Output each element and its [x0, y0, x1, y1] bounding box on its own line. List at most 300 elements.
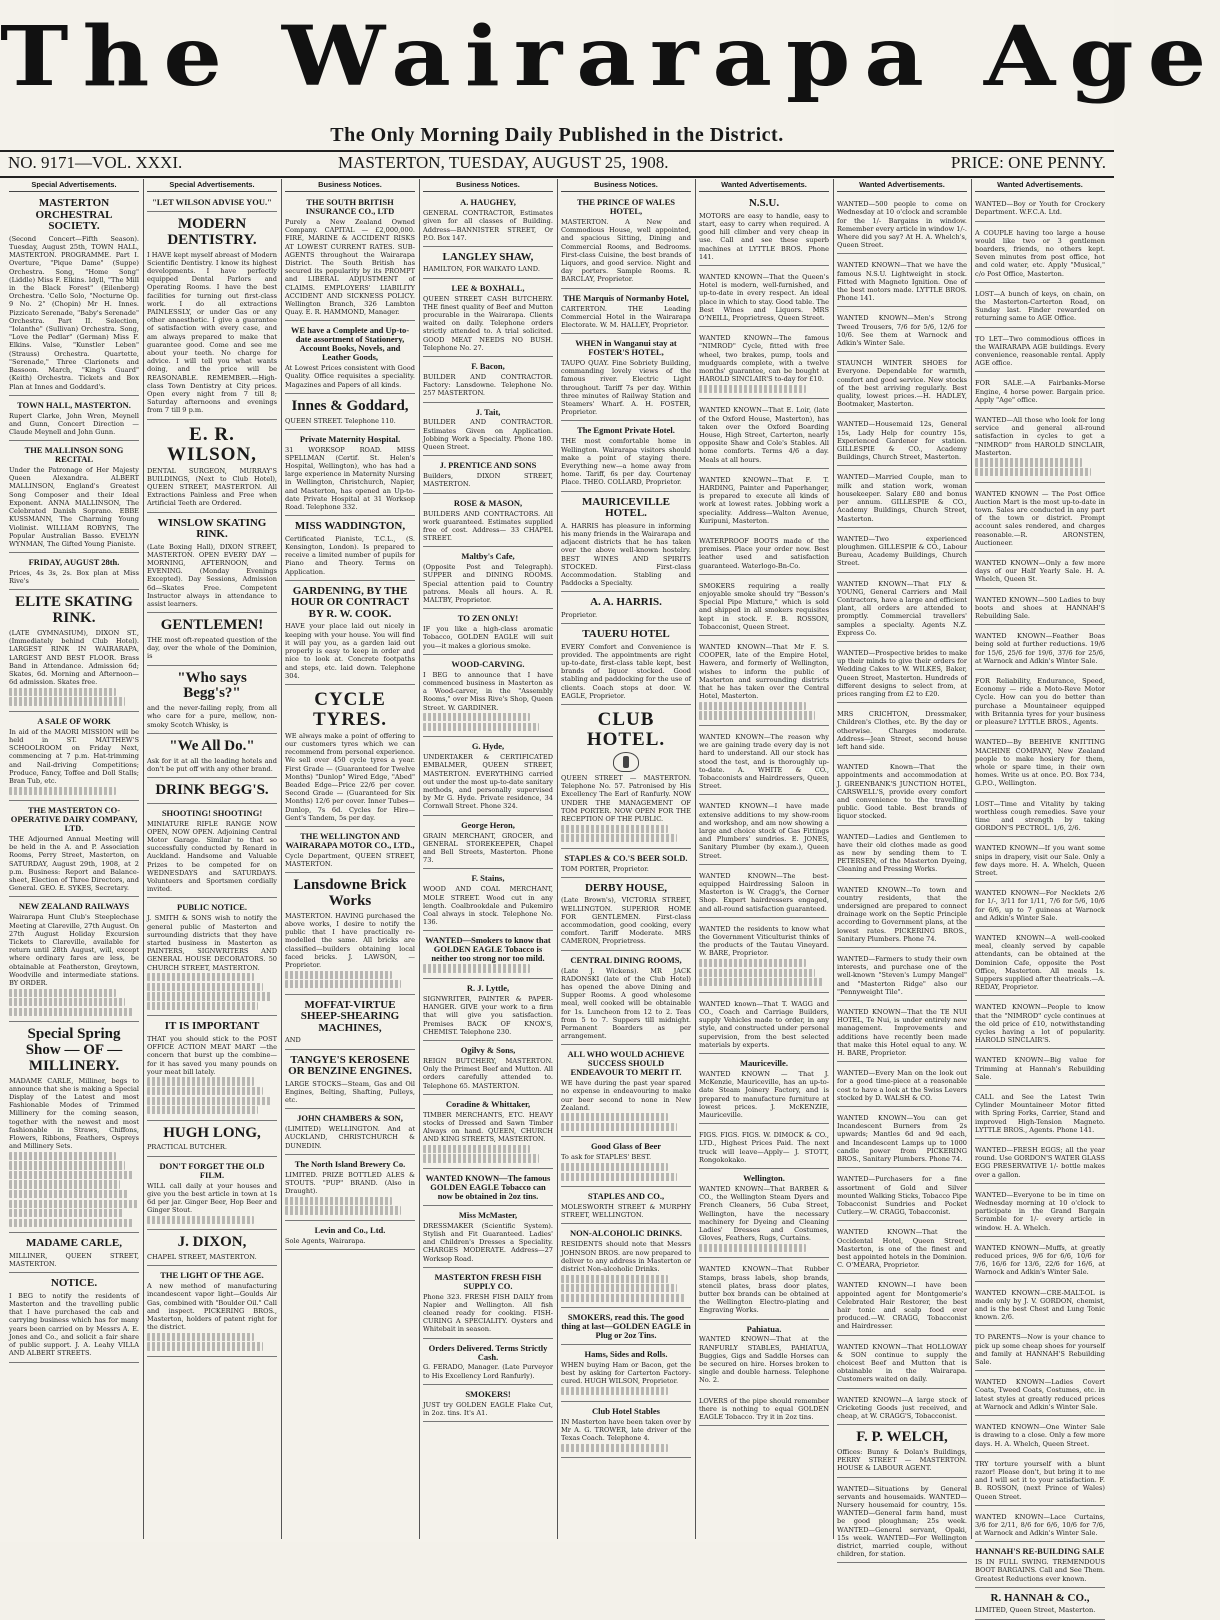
advertisement [975, 1051, 1105, 1086]
ad-body: 31 WORKSOP ROAD. MISS SPELLMAN (Certif. St. Helen's Hospital, Wellington), who has had a large experience in Maternity Nursing in Wellington, Christchurch, Napier, and Masterton, has opened an Up-to-date Private Hospital at 31 Worksop Road. Telephone 332. [285, 445, 415, 512]
ad-body: LARGE STOCKS—Steam, Gas and Oil Engines, Belting, Shafting, Pulleys, etc. [285, 1079, 415, 1105]
ad-body: Phone 323. FRESH FISH DAILY from Napier and Wellington. All fish cleaned ready for cooking. FISH-CURING A SPECIALITY. Oysters and Whitebait in season. [423, 1292, 553, 1334]
advertisement [975, 839, 1105, 882]
ad-body: STAUNCH WINTER SHOES for Everyone. Dependable for warmth, comfort and good service. New stocks of the best arriving regularly. Best quality, lowest prices.—H. HADLEY, Bootmaker, Masterton. [837, 359, 967, 409]
ad-body: and the never-failing reply, from all who care for a pure, mellow, non-smoky Scotch Whisky, is [147, 704, 277, 729]
advertisement [9, 555, 139, 590]
ad-title: WHEN in Wanganui stay at FOSTER'S HOTEL, [575, 338, 677, 358]
ad-title: J. DIXON, [177, 1234, 247, 1251]
advertisement [285, 323, 415, 393]
advertisement [837, 1170, 967, 1221]
ad-body: REIGN BUTCHERY, MASTERTON. Only the Primest Beef and Mutton. All orders carefully attended to. Telephone 65. MASTERTON. [423, 1056, 553, 1090]
advertisement [147, 668, 277, 734]
ad-title: N.S.U. [748, 197, 780, 210]
advertisement [561, 707, 691, 849]
advertisement [561, 1347, 691, 1402]
advertisement [975, 1590, 1105, 1620]
advertisement [975, 795, 1105, 838]
advertisement [837, 1223, 967, 1274]
ad-body: WANTED KNOWN—I have been appointed agent for Montgomerie's Celebrated Hair Restorer, the best hair tonic and scalp food ever produced.—W. CRAGG, Tobacconist and Hairdresser. [837, 1281, 967, 1331]
ad-title: The North Island Brewery Co. [294, 1158, 406, 1169]
ad-body: THE most comfortable home in Wellington. Wairarapa visitors should make a point of staying there. Everything new—a home away from home. Tariff, 6s per day. Courtenay Place. THEO. COLLARD, Proprietor. [561, 437, 691, 487]
advertisement [423, 933, 553, 979]
illegible-text-line [9, 1008, 134, 1016]
ad-title: F. P. WELCH, [856, 1429, 948, 1446]
advertisement [975, 733, 1105, 792]
advertisement [699, 1322, 829, 1390]
advertisement [561, 594, 691, 624]
ad-title: HUGH LONG, [163, 1124, 261, 1141]
advertisement [147, 736, 277, 778]
ad-title: NON-ALCOHOLIC DRINKS. [570, 1228, 682, 1239]
column-7 [834, 179, 970, 1559]
ad-body: J. SMITH & SONS wish to notify the general public of Masterton and surrounding districts that they have started business in Masterton as PAINTERS, SIGNWRITERS AND GENERAL HOUSE DECORATORS. 50 CHURCH STREET, MASTERTON. [147, 914, 277, 972]
column-heading: Business Notices. [423, 179, 553, 192]
column-heading: Special Advertisements. [9, 179, 139, 192]
ad-body: LOST—Time and Vitality by taking worthless cough remedies. Save your time and strength by taking GORDON'S PECTROL. 1/6, 2/6. [975, 799, 1105, 833]
advertisement [561, 1310, 691, 1345]
ad-body: A. HARRIS has pleasure in informing his many friends in the Wairarapa and adjacent districts that he has taken over the above well-known hostelry. BEST WINES AND SPIRITS STOCKED. First-class Accommodation. Stabling and Paddocks a Specialty. [561, 521, 691, 588]
ad-body: WANTED—Purchasers for a fine assortment of Gold and Silver mounted Walking Sticks, Tobacco Pipe Tobacconist Sundries and Pocket Cutlery.—W. CRAGG, Tobacconist. [837, 1175, 967, 1217]
column-rule [143, 179, 144, 1539]
dateline-rule [0, 176, 1114, 178]
ad-body: WANTED KNOWN—500 Ladies to buy boots and shoes at HANNAH'S Rebuilding Sale. [975, 595, 1105, 621]
advertisement [699, 577, 829, 636]
advertisement [9, 1235, 139, 1273]
ad-body: WANTED KNOWN—Lace Curtains, 3/6 for 2/11, 8/6 for 6/6, 10/6 for 7/6, at Warnock and Adkin's Winter Sale. [975, 1512, 1105, 1538]
advertisement [423, 249, 553, 279]
illegible-text-line [561, 834, 677, 842]
column-heading: Wanted Advertisements. [837, 179, 967, 192]
ad-body: TRY torture yourself with a blunt razor! Please don't, but bring it to me and I will set it to your satisfaction. F. B. ROSSON, (next Prince of Wales) Queen Street. [975, 1459, 1105, 1501]
illegible-text-line [423, 723, 539, 731]
ad-title: MISS WADDINGTON, [294, 520, 406, 533]
advertisement [699, 1171, 829, 1258]
ad-body: MASTERTON. HAVING purchased the above works, I desire to notify the public that I have practically re-modelled the same. All bricks are classified—builders obtaining local faced bricks. J. LAWSON, — Proprietor. [285, 911, 415, 969]
ad-title: CENTRAL DINING ROOMS, [570, 954, 682, 965]
advertisement [9, 443, 139, 553]
ad-body: WANTED Known—That the appointments and accommodation at J. GREENBANK'S JUNCTION HOTEL, CARSWELL'S, provide every comfort and convenience to the travelling public. Good table. Best brands of liquor stocked. [837, 763, 967, 821]
advertisement [147, 1268, 277, 1357]
ad-title: NOTICE. [50, 1277, 98, 1290]
advertisement [561, 1226, 691, 1308]
ad-body: WANTED—Everyone to be in time on Wednesday morning at 10 o'clock to participate in the Grand Bargain Scramble for 1/- every article in window. H. A. Whelch. [975, 1190, 1105, 1232]
advertisement [423, 359, 553, 403]
illegible-text-line [9, 688, 116, 696]
advertisement [699, 195, 829, 266]
column-4 [420, 179, 556, 1539]
advertisement [837, 950, 967, 1001]
advertisement [699, 401, 829, 468]
illegible-text-line [423, 713, 530, 721]
ad-body: EVERY Comfort and Convenience is provided. The appointments are right up-to-date, first-class table kept, best brands of liquor stocked. Good stabling and paddocking for the use of clients. Coach stops at door. W. EAGLE, Proprietor. [561, 642, 691, 700]
advertisement [699, 471, 829, 530]
ad-title: J. PRENTICE AND SONS [439, 460, 537, 471]
advertisement [699, 867, 829, 918]
top-rule [0, 150, 1114, 152]
ad-body: THE most oft-repeated question of the day, over the whole of the Dominion, is [147, 636, 277, 661]
advertisement [837, 354, 967, 413]
ad-body: WANTED KNOWN—People to know that the "NIMROD" cycle continues at the old price of £10, notwithstanding cycles having a lot of popularity. HAROLD SINCLAIR'S. [975, 1003, 1105, 1045]
ad-body: BUILDER AND CONTRACTOR. Factory: Lansdowne. Telephone No. 257 MASTERTON. [423, 372, 553, 398]
advertisement [9, 899, 139, 1022]
ad-title: R. HANNAH & CO., [990, 1591, 1090, 1604]
ad-body: MOLESWORTH STREET & MURPHY STREET, WELLINGTON. [561, 1203, 691, 1220]
illegible-text-line [9, 1171, 134, 1179]
advertisement [975, 998, 1105, 1049]
ad-body: I HAVE kept myself abreast of Modern Scientific Dentistry. I know its highest developments. I have perfectly equipped Dental Parlors and Operating Rooms. I have the best facilities for turning out first-class work. I do all extractions PAINLESSLY, or under Gas or any other anaesthetic. I give a guarantee of satisfaction with every case, and am always prepared to make that guarantee good. Come and see me about your teeth. No charge for advice. I will tell you what wants doing, and the price will be REASONABLE. REMEMBER.—High-class Town Dentistry at City prices. Open every night from 7 till 8; Saturday afternoons and evenings from 7 till 9 p.m. [147, 250, 277, 415]
ad-body: A new method of manufacturing incandescent vapor light—Goulds Air Gas, combined with "Boulder Oil." Call and inspect. PICKERING BROS., Masterton, holders of patent right for the district. [147, 1282, 277, 1332]
advertisement [9, 803, 139, 897]
ad-body: SIGNWRITER, PAINTER & PAPER-HANGER. GIVE your work to a firm that will give you satisfaction. Premises BACK OF KNOX'S, CHEMIST. Telephone 230. [423, 994, 553, 1036]
advertisement [699, 1126, 829, 1169]
advertisement [423, 657, 553, 737]
advertisement [147, 615, 277, 665]
ad-title: Coradine & Whittaker, [445, 1098, 531, 1109]
ad-body: THE Adjourned Annual Meeting will be held in the A. and P. Association Rooms, Perry Street, Masterton, on SATURDAY, August 29th, 1908, at 2 p.m. Business: Report and Balance-sheet, Election of Three Directors, and General. GEO. E. SYKES, Secretary. [9, 834, 139, 893]
ad-body: UNDERTAKER & CERTIFICATED EMBALMER, QUEEN STREET, MASTERTON. EVERYTHING carried out under the most up-to-date sanitary methods, and personally supervised by Mr G. Hyde. Private residence, 34 Cornwall Street. Phone 324. [423, 753, 553, 811]
advertisement [975, 1418, 1105, 1453]
advertisement [975, 224, 1105, 283]
ad-title: HANNAH'S RE-BUILDING SALE [975, 1546, 1105, 1557]
ad-title: TO ZEN ONLY! [457, 613, 519, 624]
ad-body: MILLINER, QUEEN STREET, MASTERTON. [9, 1251, 139, 1269]
masthead [0, 0, 1220, 125]
ad-body: WANTED—Married Couple, man to milk and station work, woman housekeeper. Salary £80 and bonus per annum. GILLESPIE & CO., Academy Buildings, Church Street, Masterton. [837, 473, 967, 523]
ad-title: MASTERTON ORCHESTRAL SOCIETY. [35, 197, 113, 233]
ad-body: WANTED—Boy or Youth for Crockery Department. W.F.C.A. Ltd. [975, 200, 1105, 217]
advertisement [975, 1544, 1105, 1588]
ad-title: Lansdowne Brick Works [293, 877, 407, 910]
ad-body: WANTED KNOWN—That at the RANFURLY STABLES, PAHIATUA, Buggies, Gigs and Saddle Horses can be secured on hire. Horses broken to single and double harness. Telephone No. 2. [699, 1335, 829, 1385]
ad-body: (LIMITED) WELLINGTON. And at AUCKLAND, CHRISTCHURCH & DUNEDIN. [285, 1125, 415, 1150]
ad-body: FOR SALE.—A Fairbanks-Morse Engine, 4 horse power. Bargain price. Apply "Age" office. [975, 379, 1105, 404]
advertisement [285, 1157, 415, 1221]
ad-body: LOVERS of the pipe should remember there is nothing to equal GOLDEN EAGLE Tobacco. Try it in 2oz tins. [699, 1396, 829, 1422]
illegible-text-line [285, 1206, 401, 1214]
advertisement [837, 1003, 967, 1062]
ad-title: Wellington. [743, 1172, 785, 1183]
ad-title: NEW ZEALAND RAILWAYS [18, 901, 130, 912]
advertisement [975, 285, 1105, 328]
advertisement [837, 1480, 967, 1564]
advertisement [837, 195, 967, 254]
ad-body: WANTED KNOWN—Men's Strong Tweed Trousers, 7/6 for 5/6, 12/6 for 10/6. See them at Warnock and Adkin's Winter Sale. [837, 314, 967, 348]
ad-body: MOTORS are easy to handle, easy to start, easy to carry when required. A good hill climber and very cheap in use. Call and see these superb machines at LYTTLE BROS. Phone 141. [699, 211, 829, 261]
ad-title: A SALE OF WORK [37, 715, 111, 726]
ad-body: I BEG to notify the residents of Masterton and the travelling public that I have purchased the cab and carrying business which has for many years been carried on by Messrs A. E. Jones and Co., and solicit a fair share of public support. J. A. Leahy VILLA AND ALBERT STREETS. [9, 1291, 139, 1358]
ad-body: WE always make a point of offering to our customers tyres which we can recommend from personal experience. We sell over 450 cycle tyres a year. First Grade — (Guaranteed for Twelve Months) "Dunlop" Wired Edge, "Abed" Beaded Edge—Price 22/6 per cover. Second Grade — (Guaranteed for Six Months) 12/6 per cover. Inner Tubes— Dunlop, 7s 6d. Cycles for Hire— Gent's Tandem, 5s per day. [285, 731, 415, 822]
advertisement [561, 336, 691, 421]
ad-title: Maltby's Cafe, [461, 551, 515, 562]
ad-title: FRIDAY, AUGUST 28th. [28, 557, 120, 568]
ad-body: WANTED KNOWN—One Winter Sale is drawing to a close. Only a few more days. H. A. Whelch, Queen Street. [975, 1423, 1105, 1448]
advertisement [975, 1186, 1105, 1237]
illegible-text-line [285, 1197, 392, 1205]
ad-title: F. Bacon, [471, 361, 505, 372]
illegible-text-line [975, 458, 1082, 466]
illegible-text-line [561, 1113, 668, 1121]
illegible-text-line [147, 1077, 254, 1085]
illegible-text-line [9, 998, 125, 1006]
column-6 [696, 179, 832, 1539]
ad-body: CARTERTON. THE Leading Commercial Hotel in the Wairarapa Electorate. W. M. HALLEY, Proprietor. [561, 304, 691, 329]
ad-body: Offices: Bunny & Dolan's Buildings, PERRY STREET — MASTERTON. HOUSE & LABOUR AGENT. [837, 1447, 967, 1473]
advertisement [147, 195, 277, 212]
ad-body: WANTED KNOWN—That the Occidental Hotel, Queen Street, Masterton, is one of the finest and best appointed hotels in the Dominion. C. O'MEARA, Proprietor. [837, 1228, 967, 1270]
ad-title: A. A. HARRIS. [590, 596, 662, 609]
dateline [8, 153, 1106, 175]
ad-body: WANTED KNOWN—For Necklets 2/6 for 1/-, 3/11 for 1/11, 7/6 for 5/6, 10/6 for 6/6, up to 7 guineas at Warnock and Adkin's Winter Sale. [975, 889, 1105, 922]
illegible-text-line [699, 702, 806, 710]
column-heading: Special Advertisements. [147, 179, 277, 192]
ad-body: WANTED known—That T. WAGG and CO., Coach and Carriage Builders, supply Vehicles made to order, in any style, and constructed under personal supervision, from the best selected materials by experts. [699, 999, 829, 1049]
advertisement [561, 851, 691, 878]
ad-body: WATERPROOF BOOTS made of the premises. Place your order now. Best leather used and satisfaction guaranteed. Waterlogo-Bn-Co. [699, 537, 829, 570]
column-rule [557, 179, 558, 1539]
column-heading: Wanted Advertisements. [975, 179, 1105, 192]
advertisement [699, 1260, 829, 1319]
ad-body: MINIATURE RIFLE RANGE NOW OPEN, NOW OPEN. Adjoining Central Motor Garage. Similar to that so successfully conducted by Renard in Auckland. Handsome and Valuable Prizes to be competed for on WEDNESDAYS and SATURDAYS. Volunteers and Sportsmen cordially invited. [147, 819, 277, 894]
ad-body: RESIDENTS should note that Messrs JOHNSON BROS. are now prepared to deliver to any address in Masterton or district Non-alcoholic Drinks. [561, 1240, 691, 1273]
illegible-text-line [9, 1219, 133, 1227]
ad-body: Ask for it at all the leading hotels and don't be put off with any other brand. [147, 756, 277, 773]
ad-title: SMOKERS! [465, 1388, 511, 1399]
ad-body: WANTED KNOWN—A large stock of Cricketing Goods just received, and cheap, at W. CRAGG'S, Tobacconist. [837, 1395, 967, 1420]
ad-title: SMOKERS, read this. The good thing at last—GOLDEN EAGLE in Plug or 2oz Tins. [561, 1312, 691, 1341]
advertisement [423, 549, 553, 609]
ad-body: WANTED—Every Man on the look out for a good time-piece at a reasonable cost to have a look at the Swiss Levers stocked by D. WALSH & CO. [837, 1069, 967, 1102]
ad-title: Special Spring Show — OF — MILLINERY. [25, 1026, 123, 1074]
column-1 [6, 179, 142, 1539]
illegible-text-line [699, 978, 824, 986]
advertisement [285, 687, 415, 827]
ad-title: THE LIGHT OF THE AGE. [160, 1270, 264, 1281]
advertisement [423, 405, 553, 457]
advertisement [285, 518, 415, 581]
ad-title: WANTED KNOWN—The famous GOLDEN EAGLE Tobacco can now be obtained in 2oz tins. [425, 1173, 551, 1201]
ad-body: WANTED KNOWN—That Rubber Stamps, brass labels, shop brands, stencil plates, brass door plates, butter box brands can be obtained at the Wellington Electro-plating and Engraving Works. [699, 1265, 829, 1315]
illegible-text-line [561, 1173, 677, 1181]
advertisement [837, 1109, 967, 1168]
ad-body: Builders, DIXON STREET, MASTERTON. [423, 472, 553, 489]
ad-body: TOM PORTER, Proprietor. [561, 864, 649, 873]
ad-body: Rupert Clarke, John Wren, Meynell and Gunn, Concert Direction — Claude Meynell and John Gunn. [9, 411, 139, 437]
illegible-text-line [147, 1097, 272, 1105]
ad-title: PUBLIC NOTICE. [177, 902, 247, 913]
column-5 [558, 179, 694, 1539]
advertisement [147, 214, 277, 420]
advertisement [975, 591, 1105, 626]
ad-body: QUEEN STREET — MASTERTON. Telephone No. 57. Patronised by His Excellency The Earl of Ranfurly. NOW UNDER THE MANAGEMENT OF TOM PORTER. NOW OPEN FOR THE RECEPTION OF THE PUBLIC. [561, 773, 691, 823]
advertisement [975, 1328, 1105, 1371]
ad-body: WANTED KNOWN—CRE-MALT-OL is made only by J. V. GORDON, chemist, and is the best Chest and Lung Tonic known. 2/6. [975, 1288, 1105, 1322]
ad-body: WANTED KNOWN — The Post Office Auction Mart is the most up-to-date in town. Sales are conducted in any part of the town or district. Prompt account sales rendered, and charges reasonable.—R. ARONSTEN, Auctioneer. [975, 489, 1105, 547]
ad-body: (Late J. Wickens). MR JACK RADONSKI (late of the Club Hotel) has opened the above Dining and Supper Rooms. A good wholesome meal, well cooked will be obtainable for 1s. Luncheon from 12 to 2. Teas from 5 to 7. Suppers till midnight. Permanent Boarders as per arrangement. [561, 966, 691, 1041]
ad-title: CLUB HOTEL. [586, 709, 666, 750]
illegible-text-line [699, 711, 815, 719]
illegible-text-line [147, 1333, 254, 1341]
ad-body: FOR Reliability, Endurance, Speed, Economy — ride a Moto-Reve Motor Cycle. How can you do better than purchase a Mountaineer equipped with Britannia tyres for your business or pleasure? LYTTLE BROS., Agents. [975, 677, 1105, 727]
coat-of-arms-icon [613, 752, 639, 772]
illegible-text-line [9, 1200, 138, 1208]
advertisement [561, 626, 691, 705]
ad-body: LOST—A bunch of keys, on chain, on the Masterton-Carterton Road, on Sunday last. Finder rewarded on returning same to AGE Office. [975, 289, 1105, 323]
ad-body: WANTED KNOWN—That we have the famous N.S.U. Lightweight in stock. Fitted with Magneto Ignition. One of the best motors made. LYTTLE BROS. Phone 141. [837, 261, 967, 303]
ad-body: WANTED KNOWN—That the TE NUI HOTEL, Te Nui, is under entirely new management. Improvements and additions have recently been made that make this Hotel equal to any. W. H. BARE, Proprietor. [837, 1008, 967, 1058]
advertisement [285, 829, 415, 873]
illegible-text-line [147, 1342, 263, 1350]
ad-title: Club Hotel Stables [591, 1405, 660, 1416]
ad-body: IN Masterton have been taken over by Mr A. G. TROWER, late driver of the Texas Coach. Telephone 4. [561, 1417, 691, 1442]
ad-body: WANTED KNOWN—That Mr F. S. COOPER, late of the Empire Hotel, Hawera, and formerly of Wellington, wishes to inform the public of Masterton and surrounding districts that he has taken over the Central Hotel, Masterton. [699, 643, 829, 701]
advertisement [975, 554, 1105, 589]
ad-title: F. Stains, [471, 873, 505, 884]
advertisement [423, 281, 553, 357]
advertisement [699, 728, 829, 795]
ad-title: Levin and Co., Ltd. [314, 1224, 386, 1235]
ad-title: "We All Do." [169, 737, 255, 754]
ad-title: SHOOTING! SHOOTING! [161, 807, 263, 818]
ad-title: TOWN HALL, MASTERTON. [17, 399, 131, 410]
ad-body: WANTED—Farmers to study their own interests, and purchase one of the well-known "Steven's Lumpy Mangel" and "Masterton Ridge" also our "Pennyweight Tile". [837, 955, 967, 996]
column-3 [282, 179, 418, 1539]
column-heading: Wanted Advertisements. [699, 179, 829, 192]
column-rule [419, 179, 420, 1539]
advertisement [285, 583, 415, 685]
advertisement [423, 981, 553, 1041]
ad-title: THE MALLINSON SONG RECITAL [24, 445, 124, 465]
ad-body: WANTED—Ladies and Gentlemen to have their old clothes made as good as new by sending them to T. PETERSEN, of the Masterton Dyeing, Cleaning and Pressing Works. [837, 832, 967, 874]
ad-body: WANTED KNOWN—The famous "NIMROD" Cycle, fitted with free wheel, two brakes, pump, tools and mudguards complete, with a twelve months' guarantee, can be bought at HAROLD SINCLAIR'S to-day for £10. [699, 334, 829, 384]
ad-body: WE have during the past year spared no expense in endeavouring to make our beer second to none in New Zealand. [561, 1079, 691, 1112]
ad-body: WANTED KNOWN—The best-equipped Hairdressing Saloon in Masterton is W. Cragg's, the Corner Shop. Expert hairdressers engaged, and all-round satisfaction guaranteed. [699, 871, 829, 913]
advertisement [837, 575, 967, 642]
advertisement [147, 515, 277, 614]
advertisement [975, 411, 1105, 483]
masthead-subtitle: The Only Morning Daily Published in the District. [330, 124, 784, 146]
ad-body: PRACTICAL BUTCHER. [147, 1143, 227, 1152]
ad-title: Pahiatua. [746, 1323, 782, 1334]
ad-title: "LET WILSON ADVISE YOU." [152, 197, 272, 208]
advertisement [423, 1341, 553, 1385]
advertisement [837, 705, 967, 756]
ad-body: A COUPLE having too large a house would like two or 3 gentlemen boarders, friends, no others kept. Seven minutes from post office, hot and cold water, etc. Apply "Musical," c/o Post Office, Masterton. [975, 228, 1105, 278]
ad-title: TAUERU HOTEL [582, 628, 670, 641]
ad-title: GARDENING, BY THE HOUR OR CONTRACT BY R. W. COOK. [291, 584, 409, 620]
advertisement [561, 953, 691, 1046]
advertisement [423, 1043, 553, 1095]
advertisement [147, 806, 277, 899]
ad-body: TIMBER MERCHANTS, ETC. HEAVY stocks of Dressed and Sawn Timber Always on hand. QUEEN, CHURCH AND KING STREETS, MASTERTON. [423, 1110, 553, 1144]
illegible-text-line [699, 1244, 806, 1252]
advertisement [837, 309, 967, 352]
ad-body: LIMITED. PRIZE BOTTLED ALES & STOUTS. "PUP" BRAND. (Also in Draught). [285, 1170, 415, 1196]
ad-body: GRAIN MERCHANT, GROCER, and GENERAL STOREKEEPER, Chapel and Bell Streets, Masterton. Phone 73. [423, 831, 553, 865]
advertisement [561, 1189, 691, 1224]
ad-body: I BEG to announce that I have commenced business in Masterton as a Wood-carver, in the "Assembly Rooms," over Miss Rive's Shop, Queen Street. W. GARDINER. [423, 670, 553, 712]
ad-title: IT IS IMPORTANT [164, 1020, 260, 1033]
advertisement [699, 268, 829, 327]
advertisement [147, 1232, 277, 1266]
ad-title: LANGLEY SHAW, [442, 250, 534, 263]
advertisement [837, 468, 967, 527]
issue-number: NO. 9171—VOL. XXXI. [8, 153, 183, 172]
ad-title: The Egmont Private Hotel. [577, 425, 675, 436]
ad-body: AND [285, 1036, 301, 1045]
ad-body: WANTED KNOWN—A well-cooked meal, cleanly served by capable attendants, can be obtained at the Dominion Cafe, opposite the Post Office, Masterton. All meals 1s. Suppers supplied after theatricals.—A. REDAY, Proprietor. [975, 933, 1105, 992]
advertisement [975, 929, 1105, 996]
advertisement [837, 1391, 967, 1426]
advertisement [285, 875, 415, 994]
advertisement [561, 291, 691, 335]
ad-body: GENERAL CONTRACTOR, Estimates given for all classes of Building. Address—BANNISTER STREET, Or P.O. Box 147. [423, 209, 553, 242]
ad-body: (LATE GYMNASIUM), DIXON ST., (Immediately behind Club Hotel). LARGEST RINK IN WAIRARAPA, LARGEST AND BEST FLOOR. Brass Band in Attendance. Admission 6d; Skates, 6d. Morning and Afternoon—6d admission. Skates free. [9, 628, 139, 687]
advertisement [975, 884, 1105, 927]
ad-body: Prices, 4s 3s, 2s. Box plan at Miss Rive's [9, 569, 139, 586]
advertisement [285, 1223, 415, 1250]
ad-body: Under the Patronage of Her Majesty Queen Alexandra. ALBERT MALLINSON, England's Greatest Song Composer and their Ideal Exponent. ANNA MALLINSON, The Celebrated Danish Soprano. EBBE KUSSMANN, The Charming Young Violinist. WILLIAM ROBYNS, The Popular Australian Basso. EVELYN WYNMAN, The Gifted Young Pianiste. [9, 466, 139, 548]
ad-body: WANTED—Situations by General servants and housemaids. WANTED—Nursery housemaid for country, 15s. WANTED—General farm hand, must be good ploughman; 25s week. WANTED—General servant, Opaki, 15s week. WANTED—For Wellington district, married couple, without children, for station. [837, 1484, 967, 1559]
advertisement [837, 828, 967, 879]
ad-body: WANTED—Prospective brides to make up their minds to give their orders for Wedding Cakes to W. WILKES, Baker, Queen Street, Masterton. Hundreds of different designs to select from, at prices ranging from £2 to £20. [837, 648, 967, 698]
ad-body: WANTED—500 people to come on Wednesday at 10 o'clock and scramble for the 1/- Bargains in window. Remember every article in window 1/-. Where did you say? At H. A. Whelch's, Queen Street. [837, 200, 967, 250]
advertisement [975, 195, 1105, 221]
advertisement [423, 871, 553, 931]
advertisement [561, 1404, 691, 1459]
advertisement [975, 1455, 1105, 1506]
ad-title: MASTERTON FRESH FISH SUPPLY CO. [434, 1271, 542, 1291]
advertisement [423, 818, 553, 870]
ad-body: (Late Brown's), VICTORIA STREET, WELLINGTON. SUPERIOR HOME FOR GENTLEMEN. First-class accommodation, good cooking, every comfort. Tariff Moderate. MRS CAMERON, Proprietress. [561, 896, 691, 946]
advertisement [9, 1024, 139, 1233]
ad-body: Certificated Pianiste, T.C.L., (S. Kensington, London). Is prepared to receive a limited number of pupils for Piano and Theory. Terms on Application. [285, 534, 415, 576]
ad-body: THAT you should stick to the POST OFFICE ACTION MEAT MART —the concern that burst up the combine—for it has saved you many pounds on your meat bill lately. [147, 1035, 277, 1076]
ad-body: Sole Agents, Wairarapa. [285, 1236, 366, 1245]
advertisement [423, 458, 553, 493]
ad-body: G. FERADO, Manager. (Late Purveyor to His Excellency Lord Ranfurly). [423, 1363, 553, 1380]
ad-title: Hams, Sides and Rolls. [584, 1349, 668, 1360]
ad-title: "Who says Begg's?" [177, 669, 247, 702]
advertisement [699, 995, 829, 1054]
advertisement [975, 1239, 1105, 1282]
illegible-text-line [561, 1444, 668, 1452]
ad-body: FIGS. FIGS. FIGS. W. DIMOCK & CO., LTD., Highest Prices Paid. The next truck will leave—Apply— J. STOTT, Rongokokako. [699, 1131, 829, 1164]
illegible-text-line [561, 1163, 668, 1171]
ad-title: THE PRINCE OF WALES HOTEL, [576, 197, 675, 217]
ad-title: MOFFAT-VIRTUE SHEEP-SHEARING MACHINES, [300, 998, 400, 1034]
advertisement [423, 1171, 553, 1206]
advertisement [9, 398, 139, 442]
illegible-text-line [423, 1154, 539, 1162]
illegible-text-line [561, 825, 668, 833]
illegible-text-line [9, 989, 116, 997]
advertisement [699, 638, 829, 726]
ad-title: THE Marquis of Normanby Hotel, [563, 292, 689, 303]
advertisement [9, 592, 139, 711]
ad-title: DERBY HOUSE, [584, 881, 668, 894]
ad-body: IF you like a high-class aromatic Tobacco, GOLDEN EAGLE will suit you—it makes a glorious smoke. [423, 625, 553, 650]
illegible-text-line [147, 973, 254, 981]
ad-title: CYCLE TYRES. [312, 688, 388, 730]
illegible-text-line [285, 971, 392, 979]
illegible-text-line [561, 1294, 686, 1302]
ad-body: WANTED KNOWN—I have made extensive additions to my show-room and workshop, and am now showing a large and choice stock of Gas Fittings and Plumbers' sundries. E. JONES, Sanitary Plumber (by exam.), Queen Street. [699, 802, 829, 860]
advertisement [147, 422, 277, 513]
ad-title: Orders Delivered. Terms Strictly Cash. [428, 1342, 548, 1362]
ad-title: Miss McMaster, [458, 1209, 518, 1220]
illegible-text-line [9, 787, 116, 795]
